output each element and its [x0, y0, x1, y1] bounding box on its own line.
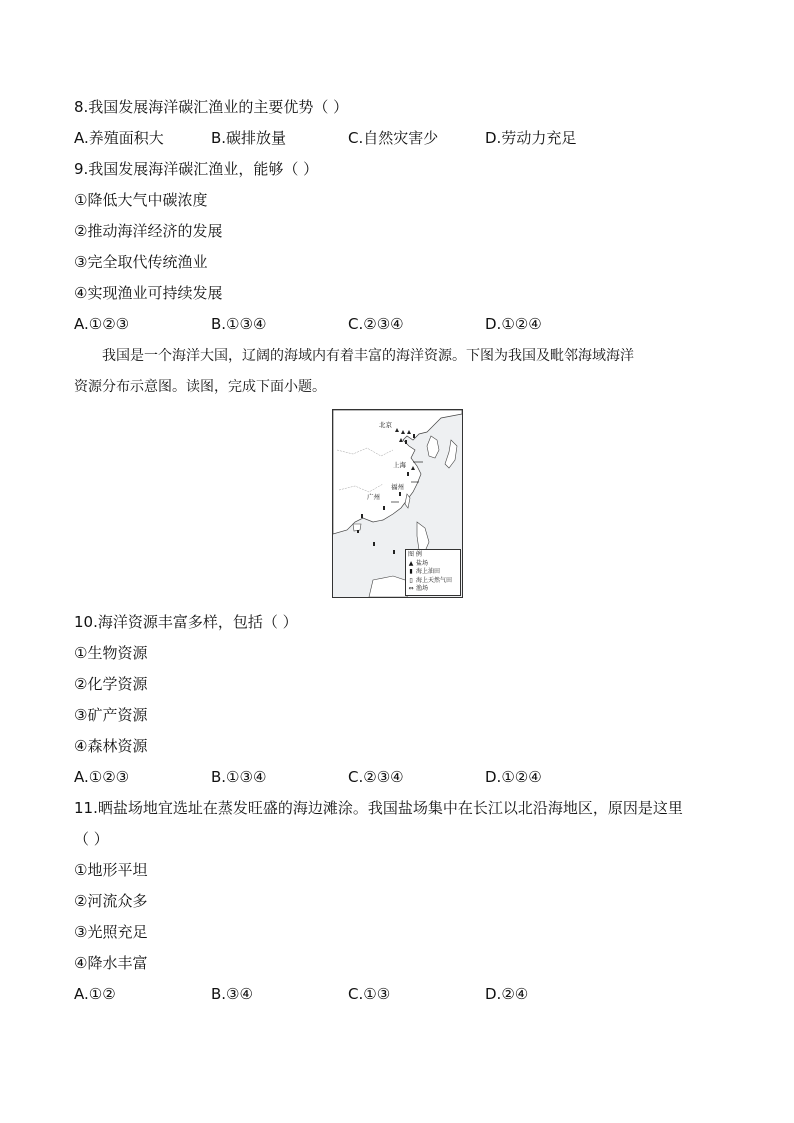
q11-item-4: ④降水丰富 — [74, 954, 148, 972]
q10-item-4: ④森林资源 — [74, 737, 148, 755]
q9-item-1: ①降低大气中碳浓度 — [74, 191, 208, 209]
passage-line-1: 我国是一个海洋大国，辽阔的海域内有着丰富的海洋资源。下图为我国及毗邻海域海洋 — [102, 348, 634, 364]
q9-option-d[interactable]: D.①②④ — [485, 315, 542, 333]
q11-item-3: ③光照充足 — [74, 923, 148, 941]
q10-item-3: ③矿产资源 — [74, 706, 148, 724]
legend-row-gas — [408, 577, 458, 586]
q8-option-a[interactable]: A.养殖面积大 — [74, 129, 164, 147]
q11-option-d[interactable]: D.②④ — [485, 985, 529, 1003]
legend-label-oil: 海上油田 — [416, 568, 441, 575]
map-legend — [405, 549, 461, 596]
legend-row-oil — [408, 568, 458, 577]
salt-field-icon: ▲ — [408, 559, 414, 567]
q9-option-c[interactable]: C.②③④ — [348, 315, 404, 333]
q9-item-4: ④实现渔业可持续发展 — [74, 284, 223, 302]
q9-stem: 9.我国发展海洋碳汇渔业，能够（ ） — [74, 160, 319, 178]
q10-stem: 10.海洋资源丰富多样，包括（ ） — [74, 613, 298, 631]
q10-option-d[interactable]: D.①②④ — [485, 768, 542, 786]
q9-option-b[interactable]: B.①③④ — [211, 315, 267, 333]
q10-option-b[interactable]: B.①③④ — [211, 768, 267, 786]
q8-stem: 8.我国发展海洋碳汇渔业的主要优势（ ） — [74, 98, 349, 116]
legend-title: 图 例 — [408, 551, 422, 558]
map-label-beijing: 北京 — [379, 421, 392, 429]
q9-item-3: ③完全取代传统渔业 — [74, 253, 208, 271]
legend-row-salt — [408, 560, 458, 569]
q8-option-c[interactable]: C.自然灾害少 — [348, 129, 439, 147]
legend-label-gas: 海上天然气田 — [416, 576, 453, 584]
q10-option-c[interactable]: C.②③④ — [348, 768, 404, 786]
legend-row-fishing — [408, 585, 458, 594]
q11-stem: 11.晒盐场地宜选址在蒸发旺盛的海边滩涂。我国盐场集中在长江以北沿海地区，原因是这里 — [74, 799, 683, 817]
map-label-fuzhou: 福州 — [391, 483, 404, 491]
q8-option-b[interactable]: B.碳排放量 — [211, 129, 287, 147]
q9-item-2: ②推动海洋经济的发展 — [74, 222, 223, 240]
marine-resources-map — [332, 409, 463, 598]
oil-field-icon: ▮ — [409, 568, 413, 575]
reading-passage — [74, 341, 754, 403]
q11-stem-bracket: （ ） — [74, 830, 109, 848]
q10-item-2: ②化学资源 — [74, 675, 148, 693]
q11-item-2: ②河流众多 — [74, 892, 148, 910]
map-label-guangzhou: 广州 — [367, 493, 380, 501]
q10-item-1: ①生物资源 — [74, 644, 148, 662]
map-label-shanghai: 上海 — [393, 461, 406, 469]
passage-line-2: 资源分布示意图。读图，完成下面小题。 — [74, 379, 326, 395]
q11-option-c[interactable]: C.①③ — [348, 985, 391, 1003]
q11-option-b[interactable]: B.③④ — [211, 985, 253, 1003]
q11-item-1: ①地形平坦 — [74, 861, 148, 879]
q9-option-a[interactable]: A.①②③ — [74, 315, 130, 333]
gas-field-icon: ▯ — [409, 576, 413, 584]
q8-option-d[interactable]: D.劳动力充足 — [485, 129, 577, 147]
q10-option-a[interactable]: A.①②③ — [74, 768, 130, 786]
legend-label-fishing: 渔场 — [416, 585, 429, 592]
fishing-ground-icon: ⇔ — [408, 585, 414, 592]
q11-option-a[interactable]: A.①② — [74, 985, 116, 1003]
legend-label-salt: 盐场 — [416, 559, 429, 567]
